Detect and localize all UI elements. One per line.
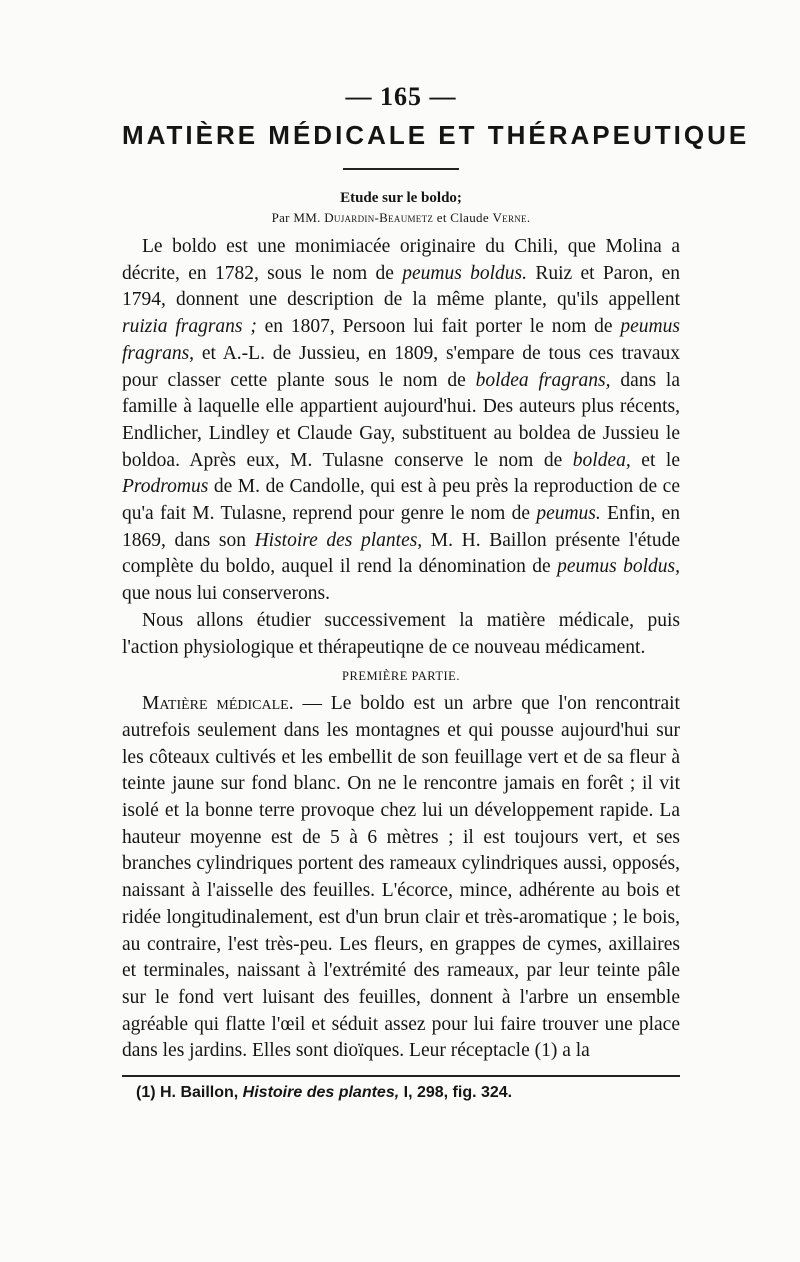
author-name: Dujardin-Beaumetz (324, 210, 434, 225)
intro-paragraph: Le boldo est une monimiacée originaire du Chili, que Molina a décrite, en 1782, sous le nom de peumus boldus. Ruiz et Paron, en 1794, donnent une description de la même plante, qu'ils appellent ruizia fragrans ; en 1807, Persoon lui fait porter le nom de peumus fragrans, et A.-L. de Jussieu, en 1809, s'empare de tous ces travaux pour classer cette plante sous le nom de boldea fragrans, dans la famille à laquelle elle appartient aujourd'hui. Des auteurs plus récents, Endlicher, Lindley et Claude Gay, substituent au boldea de Jussieu le boldoa. Après eux, M. Tulasne conserve le nom de boldea, et le Prodromus de M. de Candolle, qui est à peu près la reproduction de ce qu'a fait M. Tulasne, reprend pour genre le nom de peumus. Enfin, en 1869, dans son Histoire des plantes, M. H. Baillon présente l'étude complète du boldo, auquel il rend la dénomination de peumus boldus, que nous lui conserverons. (122, 236, 680, 605)
matiere-paragraph: Matière médicale. — Le boldo est un arbre que l'on rencontrait autrefois seulement dans les montagnes et qui pousse aujourd'hui sur les côteaux cultivés et les embellit de son feuillage vert et de sa fleur à teinte jaune sur fond blanc. On ne le rencontre jamais en forêt ; il vit isolé et la bonne terre provoque chez lui un développement rapide. La hauteur moyenne est de 5 à 6 mètres ; il est toujours vert, et ses branches cylindriques portent des rameaux cylindriques aussi, opposés, naissant à l'aisselle des feuilles. L'écorce, mince, adhérente au bois et ridée longitudinalement, est d'un brun clair et très-aromatique ; le bois, au contraire, l'est très-peu. Les fleurs, en grappes de cymes, axillaires et terminales, naissant à l'extrémité des rameaux, par leur teinte pâle sur le fond vert luisant des feuilles, donnent à l'arbre un ensemble agréable qui flatte l'œil et séduit assez pour lui faire trouver une place dans les jardins. Elles sont dioïques. Leur réceptacle (1) a la (122, 693, 680, 1062)
footnote: (1) H. Baillon, Histoire des plantes, I, 298, fig. 324. (136, 1084, 513, 1102)
plan-paragraph: Nous allons étudier successivement la matière médicale, puis l'action physiologique et thérapeutiqne de ce nouveau médicament. (122, 609, 680, 658)
title-divider (343, 168, 459, 170)
paragraph-lead: Matière médicale. (142, 693, 294, 715)
page (122, 82, 750, 1105)
article-title: Etude sur le boldo; (340, 190, 462, 206)
page-number: — 165 — (345, 82, 457, 111)
author-name: Verne. (492, 210, 531, 225)
article-body (122, 234, 680, 1065)
section-title: MATIÈRE MÉDICALE ET THÉRAPEUTIQUE (122, 120, 750, 150)
footnote-divider (122, 1075, 680, 1077)
authors-joiner: et Claude (436, 210, 489, 225)
article-authors (122, 208, 680, 228)
part-heading: PREMIÈRE PARTIE. (342, 669, 460, 684)
authors-prefix: Par MM. (271, 210, 321, 225)
